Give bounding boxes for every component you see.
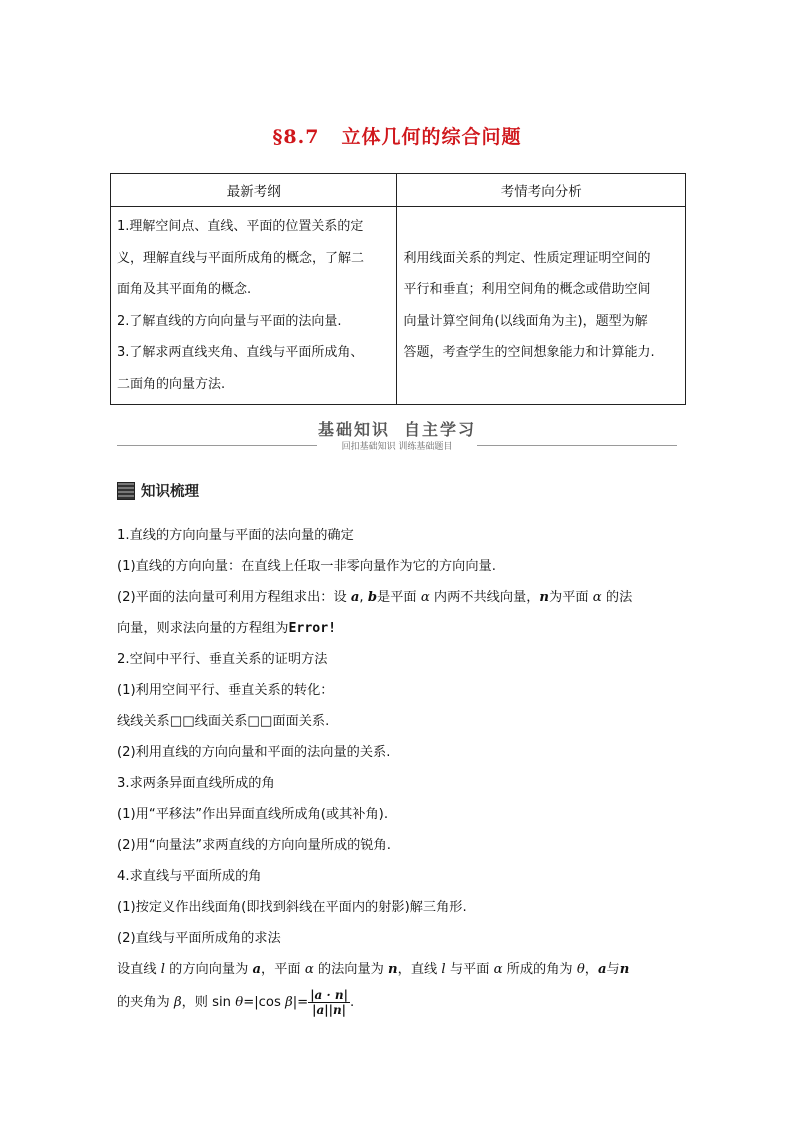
header-syllabus: 最新考纲: [111, 174, 397, 207]
outline-table: [110, 173, 686, 405]
section-number: §8.7: [272, 126, 320, 148]
content-line: 线线关系□□线面关系□□面面关系.: [117, 714, 330, 729]
content-line: 设直线 l 的方向向量为 a，平面 α 的法向量为 n，直线 l 与平面 α 所成的角为 θ，a与n: [117, 962, 630, 977]
content-line: 的夹角为 β，则 sin θ=|cos β|= $\frac{|a \cdot n|}{|a||n|}$ .: [117, 987, 355, 1017]
content-line: (2)利用直线的方向向量和平面的法向量的关系.: [117, 745, 391, 760]
content-line: (2)用“向量法”求两直线的方向向量所成的锐角.: [117, 838, 391, 853]
content-line: (1)按定义作出线面角(即找到斜线在平面内的射影)解三角形.: [117, 900, 467, 915]
syllabus-line: 3.了解求两直线夹角、直线与平面所成角、: [117, 345, 364, 360]
error-text: Error!: [288, 621, 337, 636]
banner-title-a: 基础知识: [317, 420, 390, 439]
syllabus-line: 二面角的向量方法.: [117, 376, 226, 392]
page-title: [0, 122, 794, 149]
section-heading: [117, 480, 199, 501]
analysis-line: 平行和垂直；利用空间角的概念或借助空间: [403, 282, 651, 297]
banner-subtitle: 回扣基础知识 训练基础题目: [0, 439, 794, 452]
banner-title-b: 自主学习: [404, 420, 477, 439]
analysis-line: 答题，考查学生的空间想象能力和计算能力.: [403, 345, 655, 360]
section-title: 立体几何的综合问题: [341, 126, 522, 148]
analysis-line: 利用线面关系的判定、性质定理证明空间的: [403, 250, 651, 266]
syllabus-line: 面角及其平面角的概念.: [117, 282, 252, 297]
syllabus-line: 义，理解直线与平面所成角的概念，了解二: [117, 250, 365, 266]
fraction: $\frac{|a \cdot n|}{|a||n|}$: [310, 987, 348, 1017]
syllabus-line: 1.理解空间点、直线、平面的位置关系的定: [117, 219, 364, 234]
section-heading-text: 知识梳理: [141, 484, 199, 500]
content-line: 2.空间中平行、垂直关系的证明方法: [117, 652, 328, 667]
table-row: [111, 207, 686, 405]
syllabus-line: 2.了解直线的方向向量与平面的法向量.: [117, 313, 342, 329]
content-line: (1)直线的方向向量：在直线上任取一非零向量作为它的方向向量.: [117, 559, 496, 574]
content-line: 4.求直线与平面所成的角: [117, 869, 262, 884]
banner-title: [0, 417, 794, 440]
content-line: (2)平面的法向量可利用方程组求出：设 a, b是平面 α 内两不共线向量，n为平面 α 的法: [117, 590, 633, 605]
content-line: 1.直线的方向向量与平面的法向量的确定: [117, 528, 354, 543]
content-line: 3.求两条异面直线所成的角: [117, 776, 275, 791]
analysis-cell: [397, 207, 686, 405]
knowledge-content: [117, 520, 687, 1021]
section-marker-icon: [117, 482, 135, 500]
content-line: (1)用“平移法”作出异面直线所成角(或其补角).: [117, 807, 389, 822]
analysis-line: 向量计算空间角(以线面角为主)，题型为解: [403, 313, 648, 329]
syllabus-cell: [111, 207, 397, 405]
content-line: 向量，则求法向量的方程组为Error!: [117, 621, 337, 636]
table-header-row: [111, 174, 686, 207]
header-analysis: 考情考向分析: [397, 174, 686, 207]
content-line: (2)直线与平面所成角的求法: [117, 931, 281, 946]
content-line: (1)利用空间平行、垂直关系的转化：: [117, 683, 334, 698]
